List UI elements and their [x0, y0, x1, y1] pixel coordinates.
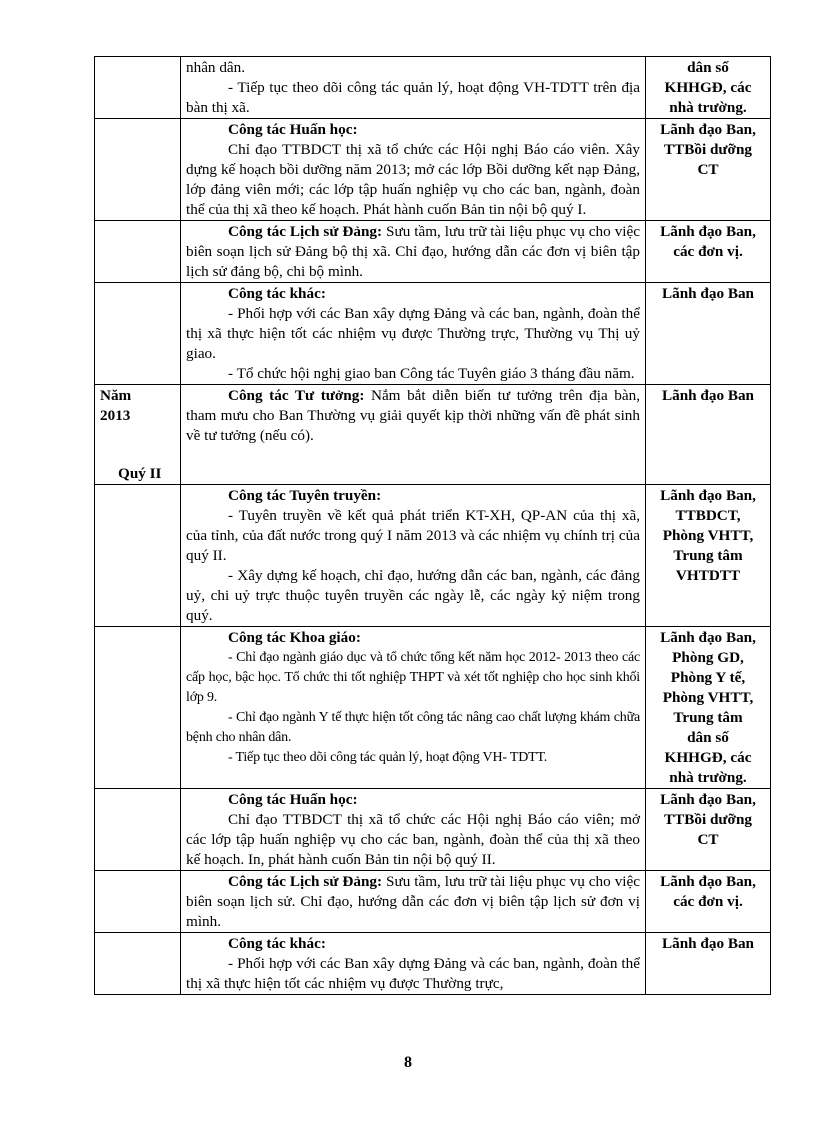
table-row: [95, 485, 771, 627]
responsible-line: Phòng VHTT,: [662, 689, 754, 706]
section-heading: Công tác Khoa giáo:: [228, 629, 361, 646]
task-paragraph: [186, 872, 640, 932]
responsible-line: Lãnh đạo Ban,: [660, 487, 756, 504]
period-cell: [95, 283, 181, 385]
section-heading: Công tác Lịch sử Đảng:: [228, 223, 383, 240]
task-cell: [181, 485, 646, 627]
responsible-line: Lãnh đạo Ban: [661, 285, 754, 302]
responsible-line: các đơn vị.: [673, 893, 743, 910]
responsible-cell: [646, 789, 771, 871]
responsible-line: Lãnh đạo Ban,: [660, 873, 756, 890]
task-paragraph: [186, 386, 640, 446]
responsible-line: CT: [697, 831, 719, 848]
task-cell: [181, 283, 646, 385]
task-paragraph: - Phối hợp với các Ban xây dựng Đảng và các ban, ngành, đoàn thể thị xã thực hiện tốt các nhiệm vụ được Thường trực, Thường vụ Thị uỷ giao.: [186, 305, 640, 362]
task-paragraph: Chỉ đạo TTBDCT thị xã tổ chức các Hội nghị Báo cáo viên; mở các lớp tập huấn nghiệp vụ cho các ban, ngành, đoàn thể của thị xã theo kế hoạch. In, phát hành cuốn Bản tin nội bộ quý II.: [186, 811, 640, 868]
responsible-line: TTBồi dưỡng: [663, 811, 752, 828]
responsible-cell: [646, 119, 771, 221]
period-cell: [95, 119, 181, 221]
responsible-line: nhà trường.: [669, 769, 747, 786]
responsible-line: Phòng GD,: [672, 649, 744, 666]
responsible-cell: [646, 385, 771, 485]
section-text: Nắm bắt diễn biến tư tưởng trên địa bàn, tham mưu cho Ban Thường vụ giải quyết kịp thời những vấn đề phát sinh về tư tưởng (nếu có).: [186, 387, 640, 444]
task-paragraph: [186, 222, 640, 282]
responsible-line: Trung tâm: [673, 547, 743, 564]
task-paragraph: - Tuyên truyền về kết quả phát triển KT-XH, QP-AN của thị xã, của tỉnh, của đất nước trong quý I năm 2013 và các nhiệm vụ chính trị của quý II.: [186, 507, 640, 564]
responsible-line: TTBồi dưỡng: [663, 141, 752, 158]
period-cell: [95, 485, 181, 627]
section-heading: Công tác Lịch sử Đảng:: [228, 873, 383, 890]
task-paragraph: - Chỉ đạo ngành giáo dục và tổ chức tổng kết năm học 2012- 2013 theo các cấp học, bậc học. Tổ chức thi tốt nghiệp THPT và xét tốt nghiệp cho học sinh khối lớp 9.: [186, 650, 640, 705]
responsible-line: Lãnh đạo Ban: [661, 935, 754, 952]
period-year-label: Năm: [100, 387, 132, 404]
section-heading: Công tác Huấn học:: [228, 121, 358, 138]
section-heading: Công tác khác:: [228, 935, 326, 952]
responsible-cell: [646, 221, 771, 283]
responsible-line: KHHGĐ, các: [664, 749, 752, 766]
responsible-cell: [646, 871, 771, 933]
task-cell: [181, 627, 646, 789]
task-paragraph: - Xây dựng kế hoạch, chỉ đạo, hướng dẫn các ban, ngành, các đảng uỷ, chi uỷ trực thuộc tuyên truyền các ngày lễ, các ngày kỷ niệm trong quý.: [186, 567, 640, 624]
period-cell: [95, 221, 181, 283]
period-cell: [95, 789, 181, 871]
section-heading: Công tác khác:: [228, 285, 326, 302]
responsible-line: Lãnh đạo Ban: [661, 387, 754, 404]
section-text: Sưu tầm, lưu trữ tài liệu phục vụ cho việc biên soạn lịch sử. Chỉ đạo, hướng dẫn các đơn vị biên tập lịch sử đơn vị mình.: [186, 873, 640, 930]
period-cell: [95, 385, 181, 485]
table-row: [95, 119, 771, 221]
table-row: [95, 627, 771, 789]
task-cell: [181, 221, 646, 283]
task-cell: [181, 119, 646, 221]
task-paragraph: - Tiếp tục theo dõi công tác quản lý, hoạt động VH-TDTT trên địa bàn thị xã.: [186, 79, 640, 116]
responsible-line: các đơn vị.: [673, 243, 743, 260]
period-cell: [95, 933, 181, 995]
responsible-cell: [646, 485, 771, 627]
section-heading: Công tác Tư tưởng:: [228, 387, 365, 404]
table-row: [95, 871, 771, 933]
responsible-line: dân số: [687, 59, 729, 76]
responsible-line: Trung tâm: [673, 709, 743, 726]
responsible-cell: [646, 57, 771, 119]
table-row: [95, 57, 771, 119]
responsible-cell: [646, 933, 771, 995]
responsible-line: nhà trường.: [669, 99, 747, 116]
task-paragraph: - Chỉ đạo ngành Y tế thực hiện tốt công tác nâng cao chất lượng khám chữa bệnh cho nhân dân.: [186, 710, 640, 745]
page-number: 8: [404, 1054, 412, 1071]
task-cell: [181, 789, 646, 871]
table-row: [95, 283, 771, 385]
table-row: [95, 933, 771, 995]
section-heading: Công tác Tuyên truyền:: [228, 487, 382, 504]
responsible-line: dân số: [687, 729, 729, 746]
responsible-line: Lãnh đạo Ban,: [660, 629, 756, 646]
task-paragraph: - Tiếp tục theo dõi công tác quản lý, hoạt động VH- TDTT.: [228, 750, 548, 765]
responsible-line: Lãnh đạo Ban,: [660, 791, 756, 808]
period-year-value: 2013: [100, 407, 131, 424]
responsible-line: CT: [697, 161, 719, 178]
responsible-line: Lãnh đạo Ban,: [660, 223, 756, 240]
responsible-cell: [646, 627, 771, 789]
responsible-cell: [646, 283, 771, 385]
responsible-line: Phòng Y tế,: [670, 669, 746, 686]
responsible-line: TTBDCT,: [675, 507, 741, 524]
work-plan-table: [94, 56, 771, 995]
responsible-line: Lãnh đạo Ban,: [660, 121, 756, 138]
task-paragraph: nhân dân.: [186, 59, 246, 76]
task-cell: [181, 933, 646, 995]
task-cell: [181, 385, 646, 485]
task-paragraph: - Phối hợp với các Ban xây dựng Đảng và các ban, ngành, đoàn thể thị xã thực hiện tốt các nhiệm vụ được Thường trực,: [186, 955, 640, 992]
section-heading: Công tác Huấn học:: [228, 791, 358, 808]
task-paragraph: Chỉ đạo TTBDCT thị xã tổ chức các Hội nghị Báo cáo viên. Xây dựng kế hoạch bồi dưỡng năm 2013; mở các lớp Bồi dưỡng kết nạp Đảng, lớp đảng viên mới; các lớp tập huấn nghiệp vụ cho các ban, ngành, đoàn thể của thị xã theo kế hoạch. Phát hành cuốn Bản tin nội bộ quý I.: [186, 141, 640, 218]
responsible-line: VHTDTT: [675, 567, 741, 584]
responsible-line: KHHGĐ, các: [664, 79, 752, 96]
table-row: [95, 385, 771, 485]
period-cell: [95, 871, 181, 933]
responsible-line: Phòng VHTT,: [662, 527, 754, 544]
task-cell: [181, 871, 646, 933]
table-row: [95, 789, 771, 871]
task-cell: [181, 57, 646, 119]
period-cell: [95, 57, 181, 119]
section-text: Sưu tầm, lưu trữ tài liệu phục vụ cho việc biên soạn lịch sử Đảng bộ thị xã. Chỉ đạo, hướng dẫn các đơn vị biên tập lịch sử đảng bộ, chi bộ mình.: [186, 223, 640, 280]
period-cell: [95, 627, 181, 789]
period-quarter: Quý II: [118, 465, 162, 482]
table-row: [95, 221, 771, 283]
task-paragraph: - Tổ chức hội nghị giao ban Công tác Tuyên giáo 3 tháng đầu năm.: [228, 365, 635, 382]
